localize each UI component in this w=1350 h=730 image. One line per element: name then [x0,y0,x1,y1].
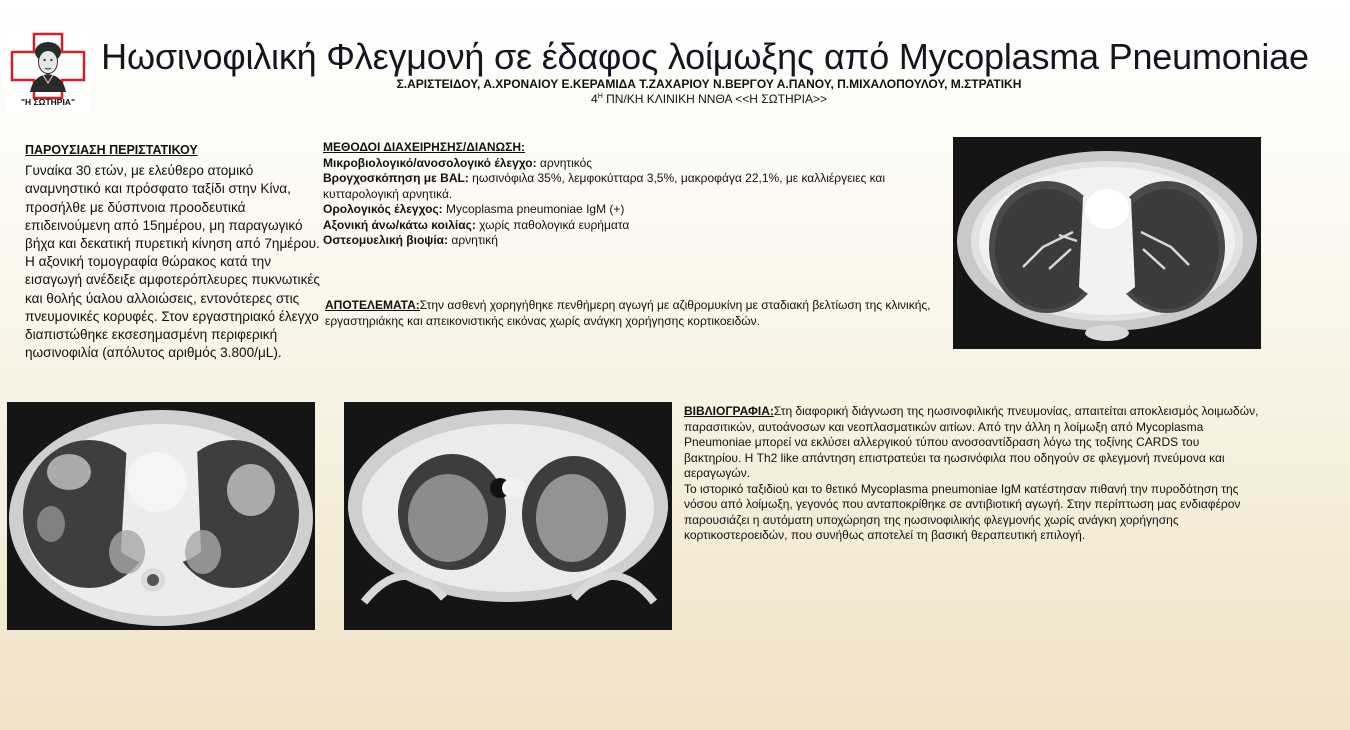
clinic-superscript: Η [597,93,603,100]
methods-item-value: χωρίς παθολογικά ευρήματα [475,217,630,232]
ct-scan-follow-up [953,137,1261,349]
results-section [325,298,937,329]
bibliography-text-1: Στη διαφορική διάγνωση της ηωσινοφιλικής πνευμονίας, απαιτείται αποκλεισμός λοιμωδών, παρασιτικών, αυτοάνοσων και νεοπλασματικών αιτίων. Από την άλλη η λοίμωξη από Mycoplasma Pneumoniae μπορεί να εκλύσει αλλεργικού τύπου ανοσοαντίδραση λόγω της τοξίνης CARDS του βακτηρίου. Η Th2 like απάντηση επιστρατεύει τα ηωσινόφιλα που οδηγούν σε φλεγμονή πνεύμονα και αεραγωγών. [684,404,1259,480]
methods-item [323,218,943,234]
methods-heading: ΜΕΘΟΔΟΙ ΔΙΑΧΕΙΡΗΣΗΣ/ΔΙΑΝΩΣΗ: [323,140,526,154]
clinic-name: ΠΝ/ΚΗ ΚΛΙΝΙΚΗ ΝΝΘΑ <<Η ΣΩΤΗΡΙΑ>> [602,92,827,106]
bibliography-text-2: Το ιστορικό ταξιδιού και το θετικό Mycoplasma pneumoniae IgM κατέστησαν πιθανή την πυροδότηση της νόσου από λοίμωξη, γεγονός που ανταποκρίθηκε σε αντιβιοτική αγωγή. Στην περίπτωση μας ενδιαφέρον παρουσιάζει η αυτόματη υποχώρηση της ηωσινοφιλικής φλεγμονής χωρίς ανάγκη χορήγησης κορτικοστεροειδών, που συνήθως αποτελεί τη βασική θεραπευτική επιλογή. [684,481,1241,542]
methods-item-label: Αξονική άνω/κάτω κοιλίας: [323,217,476,232]
methods-item-value: ηωσινόφιλα 35%, λεμφοκύτταρα 3,5%, μακροφάγα 22,1%, με καλλιέργειες και κυτταρολογική αρνητικά. [323,171,886,201]
methods-item-label: Μικροβιολογικό/ανοσολογικό έλεγχο: [323,155,537,170]
methods-item-label: Ορολογικός έλεγχος: [323,202,443,216]
methods-item [323,171,943,202]
methods-item [323,156,943,172]
methods-item [323,233,943,249]
results-heading: ΑΠΟΤΕΛΕΜΑΤΑ: [325,298,420,312]
bibliography-heading: ΒΙΒΛΙΟΓΡΑΦΙΑ: [684,404,774,418]
methods-item-value: αρνητική [448,233,498,247]
case-heading: ΠΑΡΟΥΣΙΑΣΗ ΠΕΡΙΣΤΑΤΙΚΟΥ [25,143,198,157]
methods-item-label: Βρογχοσκόπηση με BAL: [323,171,469,185]
bibliography-section [684,404,1259,544]
case-presentation-section [25,141,320,362]
clinic-number: 4 [591,92,598,106]
authors-line: Σ.ΑΡΙΣΤΕΙΔΟΥ, Α.ΧΡΟΝΑΙΟΥ Ε.ΚΕΡΑΜΙΔΑ Τ.ΖΑΧΑΡΙΟΥ Ν.ΒΕΡΓΟΥ Α.ΠΑΝΟΥ, Π.ΜΙΧΑΛΟΠΟΥΛΟΥ, Μ.ΣΤΡΑΤΙΚΗ [396,77,1022,91]
poster-title: Ηωσινοφιλική Φλεγμονή σε έδαφος λοίμωξης από Mycoplasma Pneumoniae [101,36,1309,77]
results-body: Στην ασθενή χορηγήθηκε πενθήμερη αγωγή με αζιθρομυκίνη με σταδιακή βελτίωση της κλινικής, εργαστηριάκης και απεικονιστικής εικόνας χωρίς ανάγκη χορήγησης κορτικοειδών. [325,298,931,328]
methods-item-label: Οστεομυελική βιοψία: [323,233,449,247]
methods-item-value: Mycoplasma pneumoniae IgM (+) [442,202,625,216]
bibliography-paragraph-1 [684,404,1259,482]
methods-section [323,140,943,249]
methods-item [323,202,943,218]
logo-caption: "Η ΣΩΤΗΡΙΑ" [21,97,75,107]
ct-scan-admission-apex [344,402,672,630]
case-body: Γυναίκα 30 ετών, με ελεύθερο ατομικό αναμνηστικό και πρόσφατο ταξίδι στην Κίνα, προσήλθε με δύσπνοια προοδευτικά επιδεινούμενη από 15ημέρου, μη παραγωγικό βήχα και δεκατική πυρετική κίνηση από 7ημέρου. Η αξονική τομογραφία θώρακος κατά την εισαγωγή ανέδειξε αμφοτερόπλευρες πυκνωτικές και θολής ύαλου αλλοιώσεις, εντονότερες στις πνευμονικές κορυφές. Στον εργαστηριακό έλεγχο διαπιστώθηκε εκσεσημασμένη περιφερική ηωσινοφιλία (απόλυτος αριθμός 3.800/μL). [25,163,320,361]
clinic-line [100,92,1318,106]
methods-item-value: αρνητικός [536,155,593,170]
hospital-logo [6,28,90,112]
ct-scan-admission-lower [7,402,315,630]
